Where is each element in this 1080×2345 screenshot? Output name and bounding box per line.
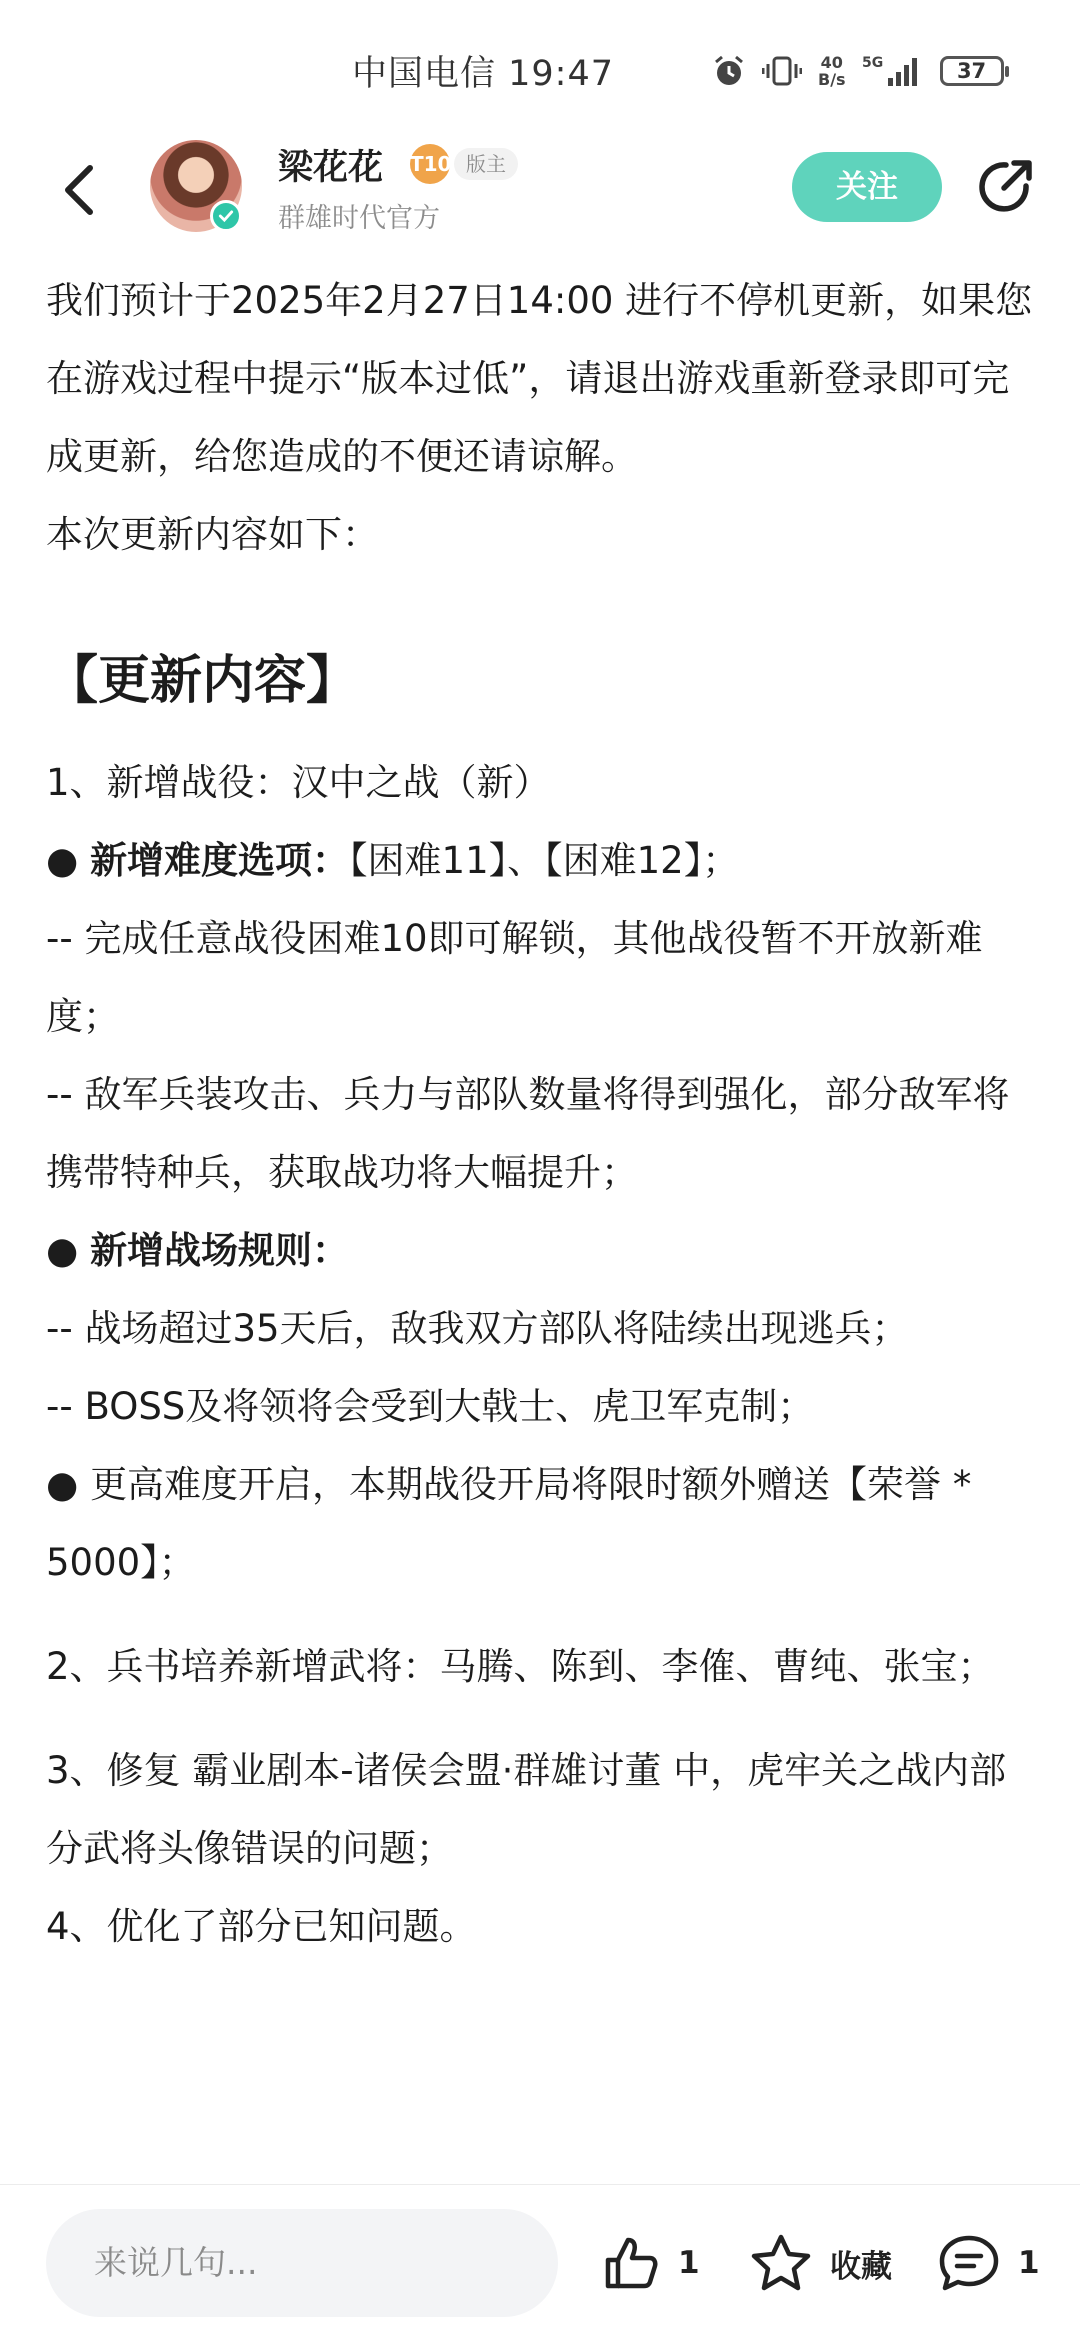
star-icon xyxy=(748,2232,814,2294)
bullet-heading: 新增难度选项： xyxy=(90,839,350,882)
share-icon[interactable] xyxy=(970,152,1040,222)
comment-count: 1 xyxy=(1018,2245,1040,2281)
role-badge: 版主 xyxy=(454,148,518,180)
section-title: 【更新内容】 xyxy=(46,651,359,711)
user-subtitle: 群雄时代官方 xyxy=(278,203,440,234)
verified-icon xyxy=(210,200,242,232)
5g-signal-icon xyxy=(862,54,924,88)
article-body xyxy=(46,262,1036,2182)
like-count: 1 xyxy=(678,2245,700,2281)
bullet-text: 更高难度开启，本期战役开局将限时额外赠送【荣誉 * 5000】； xyxy=(46,1463,972,1584)
detail-line: -- 敌军兵装攻击、兵力与部队数量将得到强化，部分敌军将携带特种兵，获取战功将大幅提升； xyxy=(46,1073,1010,1194)
list-item: 1、新增战役：汉中之战（新） xyxy=(46,761,551,804)
battery-icon: 37 xyxy=(940,56,1004,86)
detail-line: -- BOSS及将领将会受到大戟士、虎卫军克制； xyxy=(46,1385,815,1428)
thumbs-up-icon xyxy=(600,2232,662,2294)
level-badge: T10 xyxy=(410,144,450,184)
post-header xyxy=(0,140,1080,240)
detail-line: -- 战场超过35天后，敌我双方部队将陆续出现逃兵； xyxy=(46,1307,909,1350)
list-item: 3、修复 霸业剧本-诸侯会盟·群雄讨董 中，虎牢关之战内部分武将头像错误的问题； xyxy=(46,1749,1007,1870)
bottom-action-bar xyxy=(0,2184,1080,2345)
bullet-text: 【困难11】、【困难12】； xyxy=(349,839,740,882)
comment-icon xyxy=(936,2232,1002,2294)
bullet-marker: ● xyxy=(46,839,79,882)
bullet-marker: ● xyxy=(46,1229,79,1272)
alarm-icon xyxy=(712,54,746,88)
bullet-item xyxy=(46,1446,1036,1602)
back-arrow-icon[interactable] xyxy=(44,152,120,228)
list-item: 2、兵书培养新增武将：马腾、陈到、李傕、曹纯、张宝； xyxy=(46,1645,995,1688)
svg-text:5G: 5G xyxy=(861,55,883,71)
detail-line: -- 完成任意战役困难10即可解锁，其他战役暂不开放新难度； xyxy=(46,917,983,1038)
carrier-time: 中国电信 19:47 xyxy=(352,54,614,94)
intro-paragraph: 我们预计于2025年2月27日14:00 进行不停机更新，如果您在游戏过程中提示“版本过低”，请退出游戏重新登录即可完成更新，给您造成的不便还请谅解。 xyxy=(46,279,1033,478)
comment-button[interactable] xyxy=(936,2223,1040,2303)
favorite-button[interactable] xyxy=(748,2223,892,2303)
vibrate-icon xyxy=(762,54,802,88)
bullet-item xyxy=(46,1212,1036,1290)
bullet-heading: 新增战场规则： xyxy=(90,1229,350,1272)
bullet-item xyxy=(46,822,1036,900)
lead-line: 本次更新内容如下： xyxy=(46,513,379,556)
list-item: 4、优化了部分已知问题。 xyxy=(46,1905,477,1948)
comment-input[interactable]: 来说几句... xyxy=(46,2209,558,2317)
favorite-label: 收藏 xyxy=(830,2248,892,2285)
net-speed-icon: 40 B/s xyxy=(818,53,846,89)
status-bar xyxy=(0,0,1080,140)
follow-button[interactable]: 关注 xyxy=(792,152,942,222)
like-button[interactable] xyxy=(600,2223,700,2303)
bullet-marker: ● xyxy=(46,1463,79,1506)
scroll-fade xyxy=(0,2150,1080,2184)
status-icons xyxy=(712,48,1004,94)
username[interactable]: 梁花花 xyxy=(278,148,384,188)
